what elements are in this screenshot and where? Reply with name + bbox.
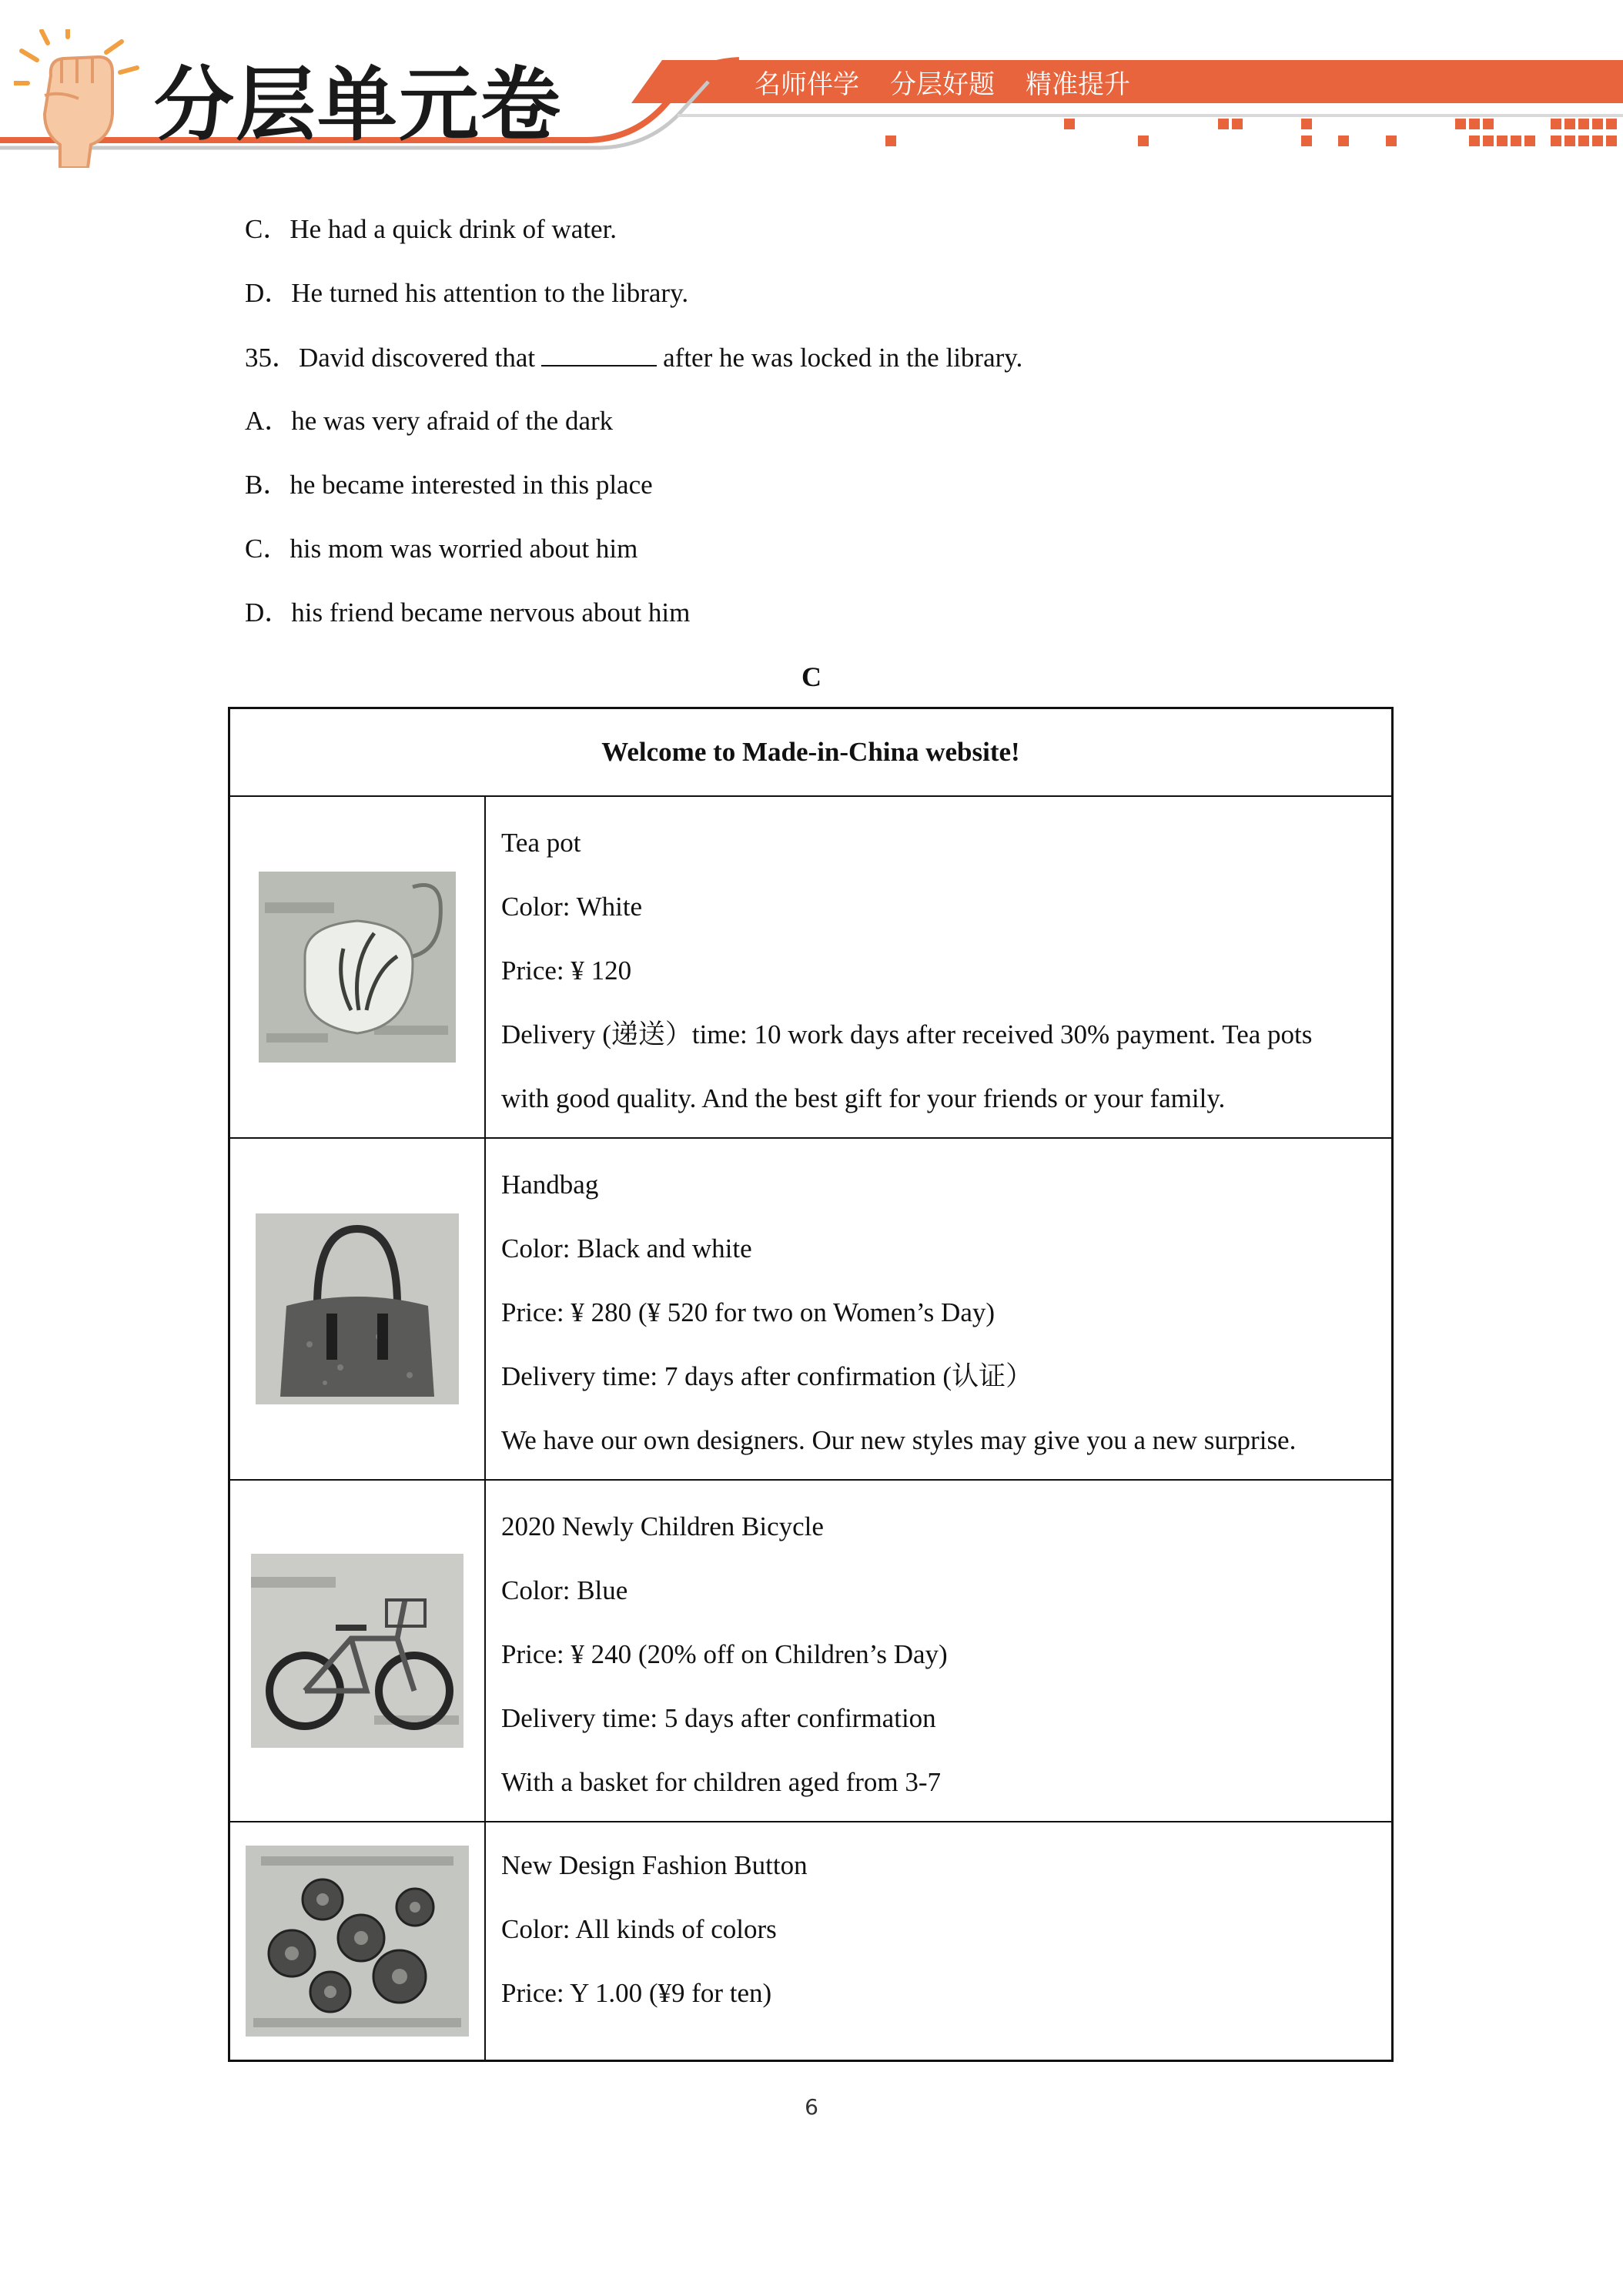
raised-fist-icon [14, 29, 145, 168]
product-table [228, 707, 1394, 2062]
page-number: 6 [805, 2094, 818, 2120]
product-color: Color: All kinds of colors [501, 1914, 777, 1944]
product-price: Price: Y 1.00 (¥9 for ten) [501, 1978, 772, 2008]
slogan-item: 名师伴学 [755, 69, 859, 100]
teapot-photo [259, 872, 456, 1063]
table-row [230, 1481, 1391, 1822]
table-title: Welcome to Made-in-China website! [230, 709, 1391, 797]
question-35-prefix: 35．David discovered that [245, 343, 536, 373]
option-c: C．his mom was worried about him [245, 534, 638, 564]
product-name: Tea pot [501, 828, 581, 858]
image-cell [230, 1822, 486, 2060]
image-cell [230, 1481, 486, 1821]
section-letter: C [801, 661, 822, 692]
product-price: Price: ¥ 280 (¥ 520 for two on Women’s Day) [501, 1297, 996, 1327]
product-details [486, 1481, 1391, 1821]
buttons-photo [246, 1846, 469, 2037]
slogan [755, 59, 1130, 105]
product-color: Color: Black and white [501, 1233, 752, 1263]
option-c: C．He had a quick drink of water. [245, 214, 617, 244]
option-a: A．he was very afraid of the dark [245, 406, 614, 436]
question-35-suffix: after he was locked in the library. [663, 343, 1023, 373]
product-name: 2020 Newly Children Bicycle [501, 1511, 824, 1541]
table-row [230, 1822, 1391, 2060]
image-cell [230, 797, 486, 1137]
table-row [230, 797, 1391, 1139]
option-b: B．he became interested in this place [245, 470, 653, 500]
product-delivery: Delivery time: 7 days after confirmation (认证） [501, 1361, 1033, 1391]
product-name: New Design Fashion Button [501, 1850, 808, 1880]
page-header [0, 0, 1623, 162]
handbag-photo [256, 1213, 459, 1404]
product-details [486, 797, 1391, 1137]
bicycle-photo [251, 1554, 463, 1748]
product-color: Color: White [501, 892, 643, 922]
table-row [230, 1139, 1391, 1481]
product-delivery: Delivery (递送）time: 10 work days after received 30% payment. Tea pots [501, 1019, 1313, 1049]
product-name: Handbag [501, 1170, 599, 1200]
product-color: Color: Blue [501, 1575, 628, 1605]
product-description: with good quality. And the best gift for your friends or your family. [501, 1083, 1226, 1113]
product-price: Price: ¥ 240 (20% off on Children’s Day) [501, 1639, 948, 1669]
option-d: D．his friend became nervous about him [245, 597, 691, 628]
option-d: D．He turned his attention to the library. [245, 278, 689, 308]
answer-blank [541, 342, 657, 366]
product-description: We have our own designers. Our new styles may give you a new surprise. [501, 1425, 1297, 1455]
slogan-item: 精准提升 [1026, 69, 1130, 100]
product-details [486, 1822, 1391, 2060]
slogan-item: 分层好题 [890, 69, 995, 100]
product-delivery: Delivery time: 5 days after confirmation [501, 1703, 936, 1733]
product-price: Price: ¥ 120 [501, 956, 632, 986]
product-details [486, 1139, 1391, 1479]
brand-title: 分层单元卷 [154, 58, 563, 152]
image-cell [230, 1139, 486, 1479]
product-description: With a basket for children aged from 3-7 [501, 1767, 942, 1797]
question-35 [245, 342, 1022, 373]
